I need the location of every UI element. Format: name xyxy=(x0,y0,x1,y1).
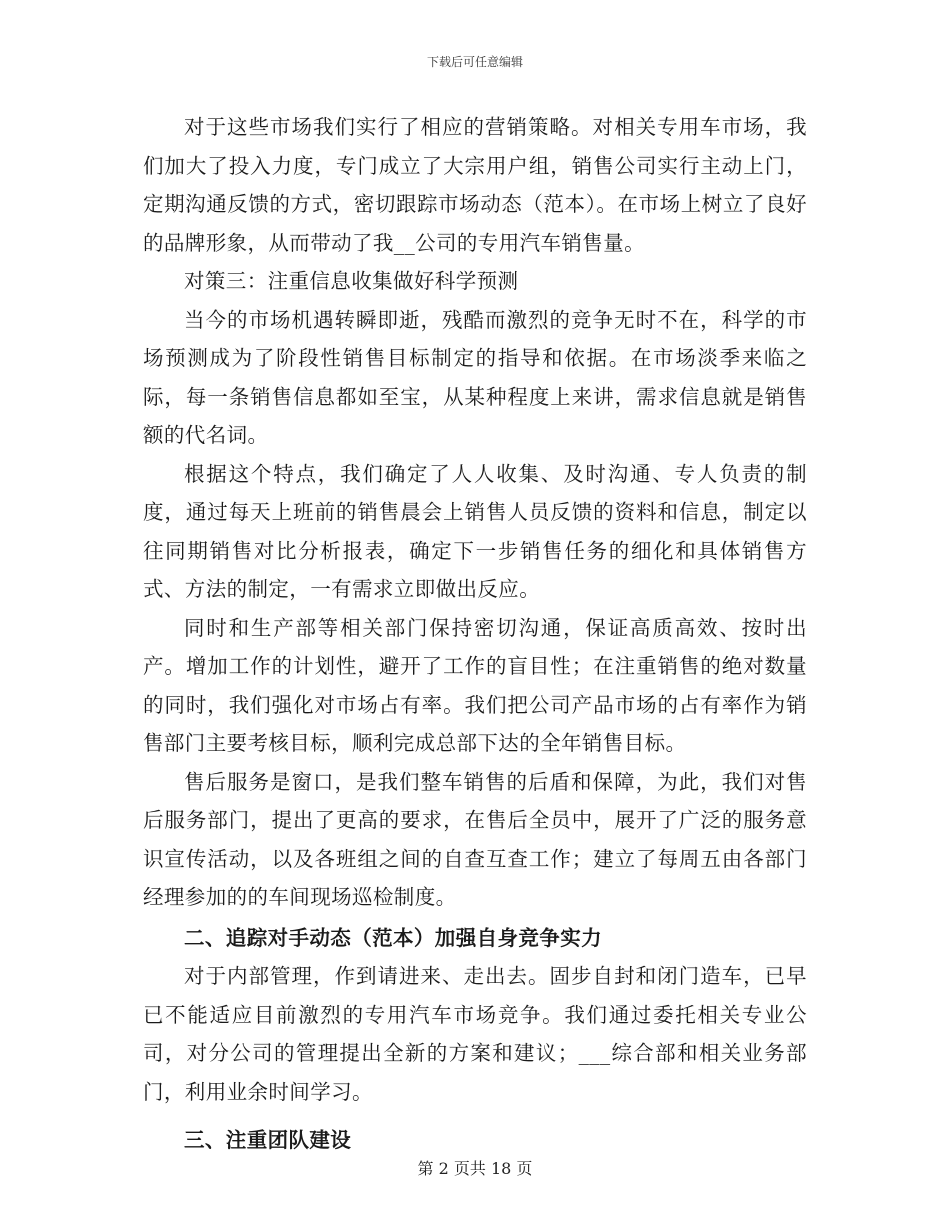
section-heading-team-building: 三、注重团队建设 xyxy=(184,1128,352,1152)
paragraph-marketing-strategy: 对于这些市场我们实行了相应的营销策略。对相关专用车市场，我们加大了投入力度，专门成立了大宗用户组，销售公司实行主动上门，定期沟通反馈的方式，密切跟踪市场动态（范本）。在市场上树立了良好的品牌形象，从而带动了我__公司的专用汽车销售量。 xyxy=(143,115,807,255)
paragraph-production-coordination: 同时和生产部等相关部门保持密切沟通，保证高质高效、按时出产。增加工作的计划性，避开了工作的盲目性；在注重销售的绝对数量的同时，我们强化对市场占有率。我们把公司产品市场的占有率作为销售部门主要考核目标，顺利完成总部下达的全年销售目标。 xyxy=(143,615,807,755)
section-heading-competitors: 二、追踪对手动态（范本）加强自身竞争实力 xyxy=(184,925,602,950)
page-header: 下载后可任意编辑 xyxy=(426,55,523,69)
paragraph-after-sales: 售后服务是窗口，是我们整车销售的后盾和保障，为此，我们对售后服务部门，提出了更高的要求，在售后全员中，展开了广泛的服务意识宣传活动，以及各班组之间的自查互查工作；建立了每周五由各部门经理参加的的车间现场巡检制度。 xyxy=(143,769,807,909)
document-body xyxy=(143,108,807,1160)
paragraph-internal-management: 对于内部管理，作到请进来、走出去。固步自封和闭门造车，已早已不能适应目前激烈的专用汽车市场竞争。我们通过委托相关专业公司，对分公司的管理提出全新的方案和建议；___综合部和相关业务部门，利用业余时间学习。 xyxy=(143,964,807,1104)
paragraph-strategy-three-title: 对策三：注重信息收集做好科学预测 xyxy=(184,269,519,293)
page-footer: 第 2 页共 18 页 xyxy=(417,1159,533,1178)
paragraph-information-system: 根据这个特点，我们确定了人人收集、及时沟通、专人负责的制度，通过每天上班前的销售晨会上销售人员反馈的资料和信息，制定以往同期销售对比分析报表，确定下一步销售任务的细化和具体销售方式、方法的制定，一有需求立即做出反应。 xyxy=(143,461,807,601)
paragraph-market-forecast: 当今的市场机遇转瞬即逝，残酷而激烈的竞争无时不在，科学的市场预测成为了阶段性销售目标制定的指导和依据。在市场淡季来临之际，每一条销售信息都如至宝，从某种程度上来讲，需求信息就是销售额的代名词。 xyxy=(143,307,807,447)
